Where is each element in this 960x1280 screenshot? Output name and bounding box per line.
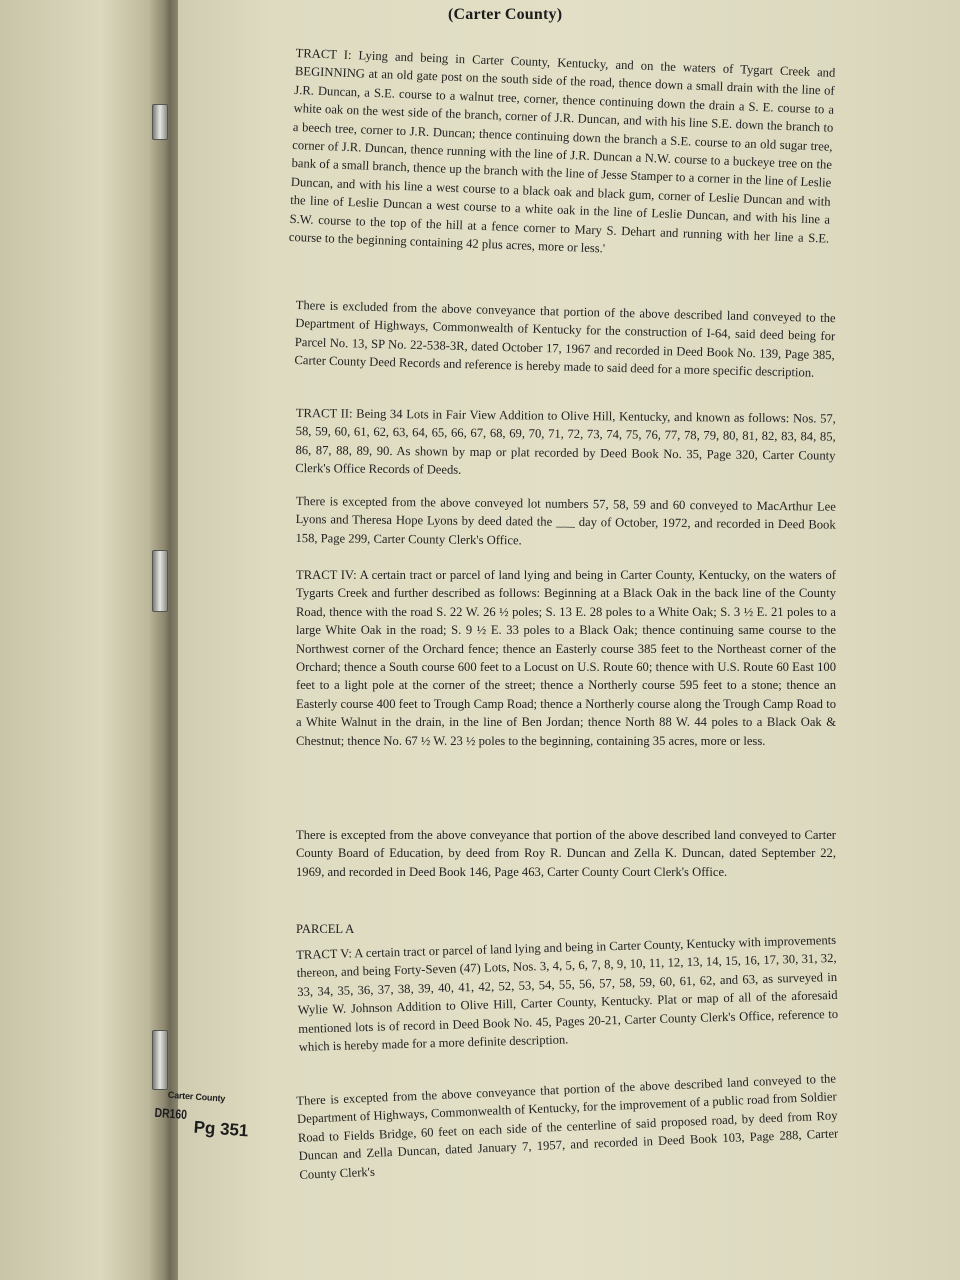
staple-bottom [152,1030,168,1090]
page-title: (Carter County) [448,6,563,23]
exclusion-1-paragraph: There is excluded from the above conveyance that portion of the above described land conveyed to the Department of Highways, Commonwealth of Kentucky for the construction of I-64, said deed being for Parcel No. 13, SP No. 22-538-3R, dated October 17, 1967 and recorded in Deed Book No. 139, Page 385, Carter County Deed Records and reference is hereby made to said deed for a more specific description. [294,297,836,380]
exception-5-paragraph: There is excepted from the above conveyance that portion of the above described land conveyed to the Department of Highways, Commonwealth of Kentucky, for the improvement of a public road from Soldier Road to Fields Bridge, 60 feet on each side of the centerline of said proposed road, by deed from Roy Duncan and Zella Duncan, dated January 7, 1957, and recorded in Deed Book 103, Page 288, Carter County Clerk's [296,1071,839,1182]
exception-4-paragraph: There is excepted from the above conveyance that portion of the above described land conveyed to Carter County Board of Education, by deed from Roy R. Duncan and Zella K. Duncan, dated September 22, 1969, and recorded in Deed Book 146, Page 463, Carter County Court Clerk's Office. [296,828,836,879]
left-page-edge [0,0,168,1280]
parcel-a-heading: PARCEL A [296,922,355,936]
exception-2-paragraph: There is excepted from the above conveyed lot numbers 57, 58, 59 and 60 conveyed to MacArthur Lee Lyons and Theresa Hope Lyons by deed dated the ___ day of October, 1972, and recorded in Deed Book 158, Page 299, Carter County Clerk's Office. [295,493,836,548]
staple-top [152,104,168,140]
tract-2-paragraph: TRACT II: Being 34 Lots in Fair View Addition to Olive Hill, Kentucky, and known as follows: Nos. 57, 58, 59, 60, 61, 62, 63, 64, 65, 66, 67, 68, 69, 70, 71, 72, 73, 74, 75, 76, 77, 78, 79, 80, 81, 82, 83, 84, 85, 86, 87, 88, 89, 90. As shown by map or plat recorded by Deed Book No. 35, Page 320, Carter County Clerk's Office Records of Deeds. [295,405,836,477]
staple-middle [152,550,168,612]
stamp-page-number: Pg 351 [193,1117,250,1141]
recording-stamp [148,1085,253,1162]
stamp-county: Carter County [167,1089,226,1104]
tract-1-paragraph: TRACT I: Lying and being in Carter County, Kentucky, and on the waters of Tygart Creek and BEGINNING at an old gate post on the south side of the road, thence down a small drain with the line of J.R. Duncan, a S.E. course to a walnut tree, corner, thence continuing down the drain a S. E. course to a white oak on the west side of the branch, corner of J.R. Duncan, and with his line S.E. down the branch to a beech tree, corner to J.R. Duncan; thence continuing down the branch a S.E. course to an old sugar tree, corner of J.R. Duncan, thence running with the line of J.R. Duncan a N.W. course to a buckeye tree on the bank of a small branch, thence up the branch with the line of Jesse Stamper to a corner in the line of Leslie Duncan, and with his line a west course to a black oak and black gum, corner of Leslie Duncan and with the line of Leslie Duncan a west course to a white oak in the line of Leslie Duncan, and with his line a S.W. course to the top of the hill at a fence corner to Mary S. Dehart and running with her line a S.E. course to the beginning containing 42 plus acres, more or less.' [288,45,836,256]
tract-4-paragraph: TRACT IV: A certain tract or parcel of land lying and being in Carter County, Kentucky, on the waters of Tygarts Creek and further described as follows: Beginning at a Black Oak in the back line of the County Road, thence with the road S. 22 W. 26 ½ poles; S. 13 E. 28 poles to a White Oak; S. 3 ½ E. 21 poles to a large White Oak in the road; S. 9 ½ E. 33 poles to a Black Oak; thence continuing same course to the Northwest corner of the Orchard fence; thence an Easterly course 385 feet to the Northeast corner of the Orchard; thence a South course 600 feet to a Locust on U.S. Route 60; thence with U.S. Route 60 East 100 feet to a light pole at the corner of the street; thence a Northerly course 595 feet to a stone; thence an Easterly course 400 feet to Trough Camp Road; thence a Northerly course along the Trough Camp Road to a White Walnut in the drain, in the line of Ben Jordan; thence North 88 W. 44 poles to a Black Oak & Chestnut; thence No. 67 ½ W. 23 ½ poles to the beginning, containing 35 acres, more or less. [296,568,836,748]
stamp-book-number: DR160 [154,1104,188,1123]
document-page [178,0,960,1280]
tract-5-paragraph: TRACT V: A certain tract or parcel of land lying and being in Carter County, Kentucky with improvements thereon, and being Forty-Seven (47) Lots, Nos. 3, 4, 5, 6, 7, 8, 9, 10, 11, 12, 13, 14, 15, 16, 17, 30, 31, 32, 33, 34, 35, 36, 37, 38, 39, 40, 41, 42, 52, 53, 54, 55, 56, 57, 58, 59, 60, 61, 62, and 63, as surveyed in Wylie W. Johnson Addition to Olive Hill, Carter County, Kentucky. Plat or map of all of the aforesaid mentioned lots is of record in Deed Book No. 45, Pages 20-21, Carter County Clerk's Office, reference to which is hereby made for a more definite description. [296,932,839,1054]
